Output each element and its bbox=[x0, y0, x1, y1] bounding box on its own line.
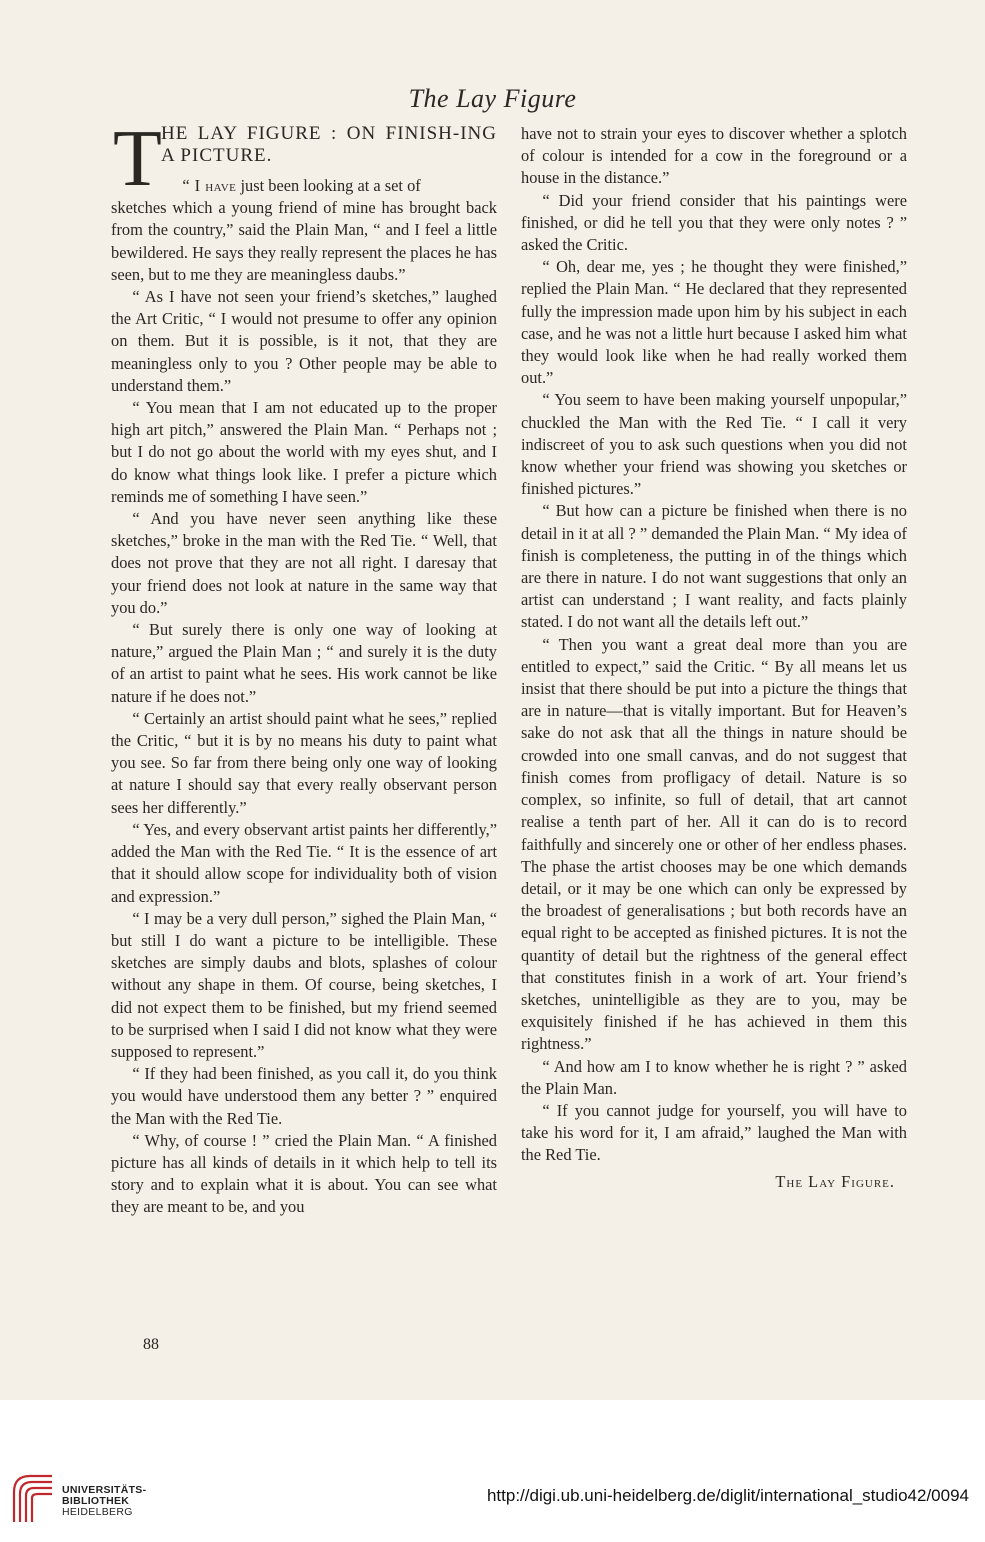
first-paragraph-line bbox=[111, 175, 497, 197]
paragraph: “ If they had been finished, as you call it, do you think you would have understood them any better ? ” enquired the Man with the Red Tie. bbox=[111, 1064, 497, 1128]
paragraph: “ But how can a picture be finished when there is no detail in it at all ? ” demanded the Plain Man. “ My idea of finish is completeness, the putting in of the things which are there in nature. I do not want suggestions that only an artist can understand ; I want reality, and facts plainly stated. I do not want all the details left out.” bbox=[521, 501, 907, 632]
paragraph: “ You mean that I am not educated up to the proper high art pitch,” answered the Plain Man. “ Perhaps not ; but I do not go about the world with my eyes shut, and I do know what things look like. I prefer a picture which reminds me of something I have seen.” bbox=[111, 398, 497, 506]
paragraph: “ And how am I to know whether he is right ? ” asked the Plain Man. bbox=[521, 1056, 907, 1098]
paragraph: “ If you cannot judge for yourself, you will have to take his word for it, I am afraid,” laughed the Man with the Red Tie. bbox=[521, 1100, 907, 1165]
first-paragraph-body: sketches which a young friend of mine has brought back from the country,” said the Plain Man, “ and I feel a little bewildered. He says they really represent the places he has seen, but to me they are meaningless daubs.” bbox=[111, 198, 497, 284]
paragraph: “ And you have never seen anything like these sketches,” broke in the man with the Red Tie. “ Well, that does not prove that they are not all right. I daresay that your friend does not look at nature in the same way that you do.” bbox=[111, 509, 497, 617]
first-paragraph-lead: “ I have bbox=[182, 176, 237, 195]
signature: The Lay Figure. bbox=[775, 1171, 895, 1191]
paragraph: “ As I have not seen your friend’s sketches,” laughed the Art Critic, “ I would not presume to offer any opinion on them. But it is possible, is it not, that they are meaningless only to you ? Other people may be able to understand them.” bbox=[111, 287, 497, 395]
footer-bar bbox=[0, 1400, 985, 1542]
running-head: The Lay Figure bbox=[408, 84, 577, 113]
paragraph: “ Oh, dear me, yes ; he thought they were finished,” replied the Plain Man. “ He declared that they represented fully the impression made upon him by his subject in each case, and he was not a little hurt because I asked him what they would look like when he had really worked them out.” bbox=[521, 257, 907, 388]
source-url-link[interactable]: http://digi.ub.uni-heidelberg.de/diglit/international_studio42/0094 bbox=[486, 1486, 969, 1505]
logo-line-2: BIBLIOTHEK bbox=[62, 1495, 130, 1507]
paragraph: “ Yes, and every observant artist paints her differently,” added the Man with the Red Tie. “ It is the essence of art that it should allow scope for individuality both of vision and expression.” bbox=[111, 819, 497, 906]
logo-line-3: HEIDELBERG bbox=[62, 1506, 133, 1518]
paragraph: “ Then you want a great deal more than you are entitled to expect,” said the Critic. “ By all means let us insist that there should be put into a picture the things that are in nature—that is vitally important. But for Heaven’s sake do not ask that all the things in nature should be crowded into one small canvas, and do not suggest that finish comes from profligacy of detail. Nature is so complex, so infinite, so full of detail, that art cannot realise a tenth part of her. All it can do is to record faithfully and sincerely one or other of her endless phases. The phase the artist chooses may be one which demands detail, or it may be one which can only be expressed by the broadest of generalisations ; but both records have an equal right to be accepted as finished pictures. It is not the quantity of detail but the rightness of the general effect that constitutes finish in a work of art. Your friend’s sketches, unintelligible as they are to you, may be exquisitely finished if he has achieved in them this rightness.” bbox=[521, 634, 907, 1054]
paragraph: “ But surely there is only one way of looking at nature,” argued the Plain Man ; “ and surely it is the duty of an artist to paint what he sees. His work cannot be like nature if he does not.” bbox=[111, 620, 497, 706]
library-logo-icon bbox=[10, 1472, 56, 1524]
paragraph: “ I may be a very dull person,” sighed the Plain Man, “ but still I do want a picture to be intelligible. These sketches are simply daubs and blots, splashes of colour without any shape in them. Of course, being sketches, I did not expect them to be finished, but my friend seemed to be surprised when I said I did not know what they were supposed to represent.” bbox=[111, 908, 497, 1061]
paragraph: “ Certainly an artist should paint what he sees,” replied the Critic, “ but it is by no means his duty to paint what you see. So far from there being only one way of looking at nature I should say that every really observant person sees her differently.” bbox=[111, 708, 497, 817]
article-title: HE LAY FIGURE : ON FINISH-ING A PICTURE. bbox=[161, 123, 497, 166]
paragraph-continuation: have not to strain your eyes to discover whether a splotch of colour is intended for a cow in the foreground or a house in the distance.” bbox=[521, 124, 907, 188]
left-column bbox=[111, 115, 497, 1219]
library-logo-text bbox=[62, 1485, 146, 1518]
page-number: 88 bbox=[143, 1336, 159, 1353]
first-paragraph-line1: just been looking at a set of bbox=[236, 176, 421, 195]
paragraph: “ Did your friend consider that his paintings were finished, or did he tell you that they were only notes ? ” asked the Critic. bbox=[521, 190, 907, 255]
paragraph: “ You seem to have been making yourself unpopular,” chuckled the Man with the Red Tie. “ I call it very indiscreet of you to ask such questions when you did not know whether your friend was showing you sketches or finished pictures.” bbox=[521, 390, 907, 499]
paragraph: “ Why, of course ! ” cried the Plain Man. “ A finished picture has all kinds of details in it which help to tell its story and to explain what it is about. You can see what they are meant to be, and you bbox=[111, 1130, 497, 1217]
logo-line-1: UNIVERSITÄTS- bbox=[62, 1484, 147, 1496]
right-column bbox=[521, 123, 907, 1193]
drop-cap: T bbox=[113, 115, 163, 203]
